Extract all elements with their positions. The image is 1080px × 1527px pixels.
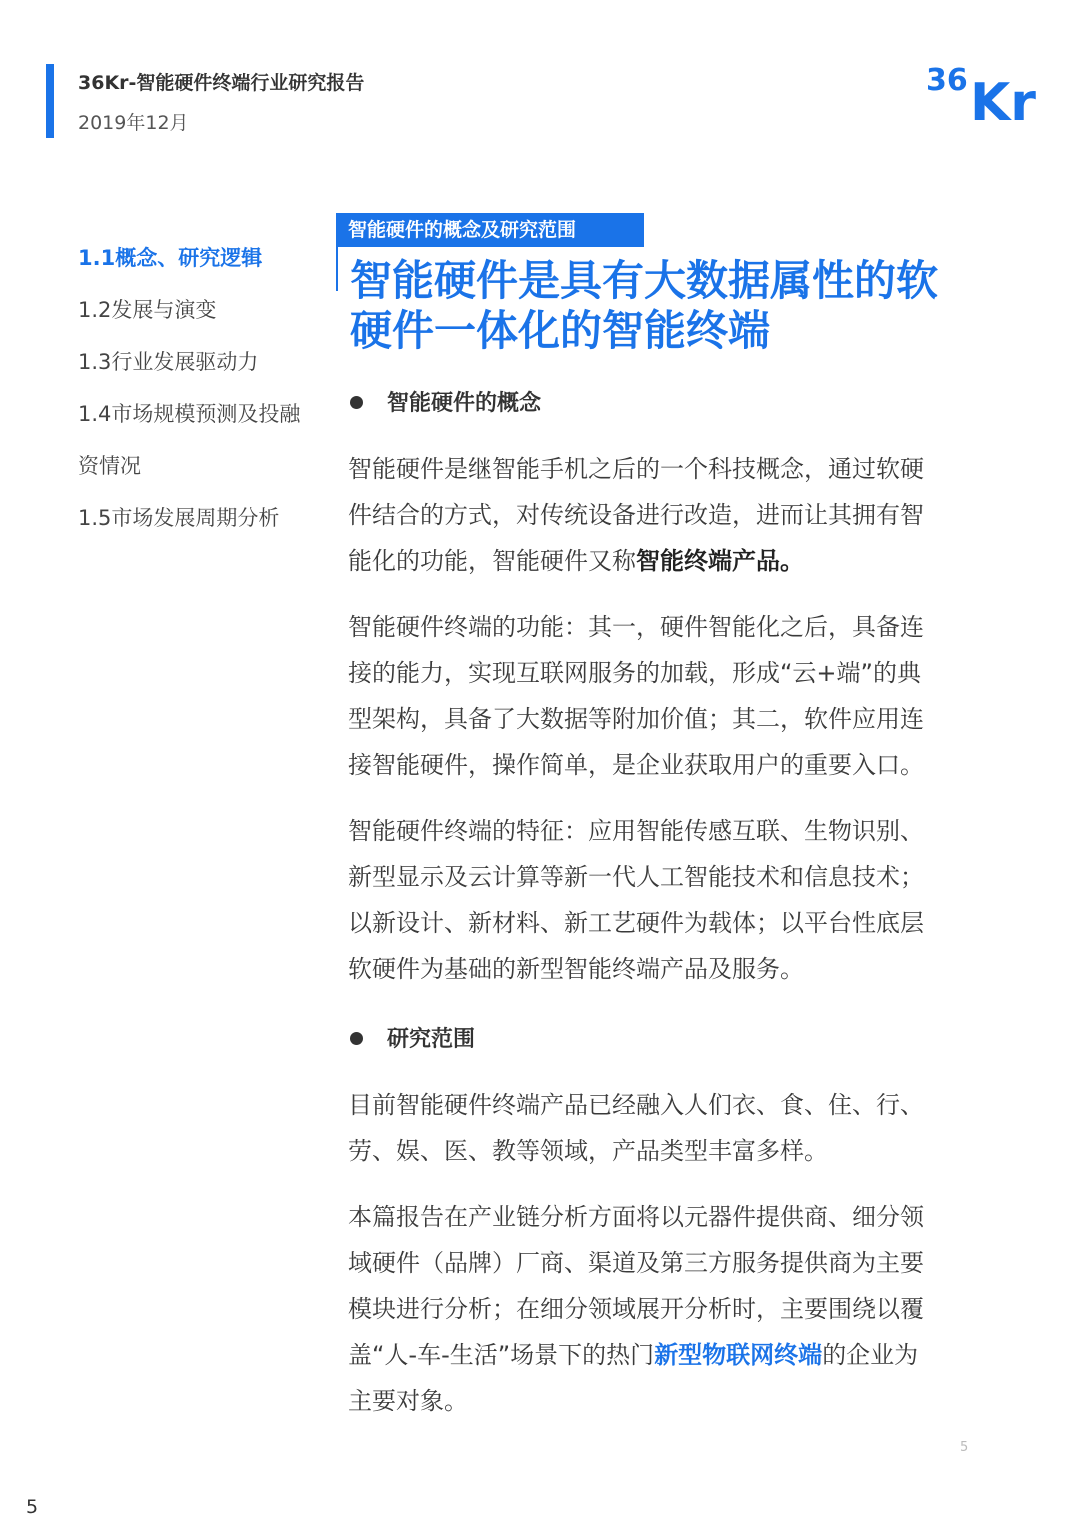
headline-line-2: 硬件一体化的智能终端: [350, 306, 771, 355]
bullet-dot-icon: [350, 396, 363, 409]
toc-item-drivers[interactable]: 1.3行业发展驱动力: [78, 350, 259, 374]
header-accent-bar: [46, 64, 54, 138]
paragraph-line: 本篇报告在产业链分析方面将以元器件提供商、细分领: [348, 1203, 924, 1231]
paragraph-line: 智能硬件是继智能手机之后的一个科技概念，通过软硬: [348, 455, 924, 483]
paragraph-scope: [348, 1082, 988, 1174]
table-of-contents: [78, 232, 318, 544]
highlighted-term: 新型物联网终端: [654, 1341, 823, 1369]
paragraph-features: [348, 808, 988, 992]
headline-line-1: 智能硬件是具有大数据属性的软: [350, 256, 939, 305]
bullet-heading-concept: [350, 386, 541, 417]
bold-term: 智能终端产品。: [636, 547, 804, 575]
bullet-heading-text: 智能硬件的概念: [387, 391, 542, 416]
text-span: 的企业为: [822, 1341, 919, 1369]
toc-item-market-size-cont[interactable]: 资情况: [78, 454, 141, 478]
paragraph-report-scope: [348, 1194, 988, 1424]
section-tag: 智能硬件的概念及研究范围: [336, 213, 644, 247]
paragraph-line: [348, 1332, 988, 1378]
svg-text:36: 36: [926, 63, 968, 98]
paragraph-functions: [348, 604, 988, 788]
paragraph-line: 件结合的方式，对传统设备进行改造，进而让其拥有智: [348, 501, 924, 529]
toc-item-cycle[interactable]: 1.5市场发展周期分析: [78, 506, 280, 530]
report-date: 2019年12月: [78, 112, 189, 134]
text-span: 能化的功能，智能硬件又称: [348, 547, 636, 575]
paragraph-line: [348, 538, 988, 584]
paragraph-line: 接智能硬件，操作简单，是企业获取用户的重要入口。: [348, 751, 924, 779]
section-tag-rule: [336, 247, 338, 291]
paragraph-line: 主要对象。: [348, 1387, 468, 1415]
bullet-heading-scope: [350, 1022, 475, 1053]
bullet-heading-text: 研究范围: [387, 1027, 476, 1052]
paragraph-concept: [348, 446, 988, 584]
paragraph-line: 型架构，具备了大数据等附加价值；其二，软件应用连: [348, 705, 924, 733]
paragraph-line: 以新设计、新材料、新工艺硬件为载体；以平台性底层: [348, 909, 924, 937]
bullet-dot-icon: [350, 1032, 363, 1045]
toc-item-market-size[interactable]: 1.4市场规模预测及投融: [78, 402, 301, 426]
page-number: 5: [26, 1496, 39, 1518]
paragraph-line: 软硬件为基础的新型智能终端产品及服务。: [348, 955, 804, 983]
paragraph-line: 智能硬件终端的功能：其一，硬件智能化之后，具备连: [348, 613, 924, 641]
toc-item-concept[interactable]: 1.1概念、研究逻辑: [78, 246, 263, 270]
toc-item-development[interactable]: 1.2发展与演变: [78, 298, 217, 322]
text-span: 盖“人-车-生活”场景下的热门: [348, 1341, 655, 1369]
paragraph-line: 劳、娱、医、教等领域，产品类型丰富多样。: [348, 1137, 828, 1165]
36kr-logo: [926, 60, 1040, 126]
svg-text:Kr: Kr: [970, 73, 1036, 126]
paragraph-line: 模块进行分析；在细分领域展开分析时，主要围绕以覆: [348, 1295, 924, 1323]
paragraph-line: 接的能力，实现互联网服务的加载，形成“云+端”的典: [348, 659, 921, 687]
inner-page-number: 5: [960, 1440, 969, 1455]
paragraph-line: 智能硬件终端的特征：应用智能传感互联、生物识别、: [348, 817, 924, 845]
report-title: 36Kr-智能硬件终端行业研究报告: [78, 72, 365, 94]
paragraph-line: 新型显示及云计算等新一代人工智能技术和信息技术；: [348, 863, 924, 891]
headline: [350, 256, 990, 356]
paragraph-line: 域硬件（品牌）厂商、渠道及第三方服务提供商为主要: [348, 1249, 924, 1277]
paragraph-line: 目前智能硬件终端产品已经融入人们衣、食、住、行、: [348, 1091, 924, 1119]
